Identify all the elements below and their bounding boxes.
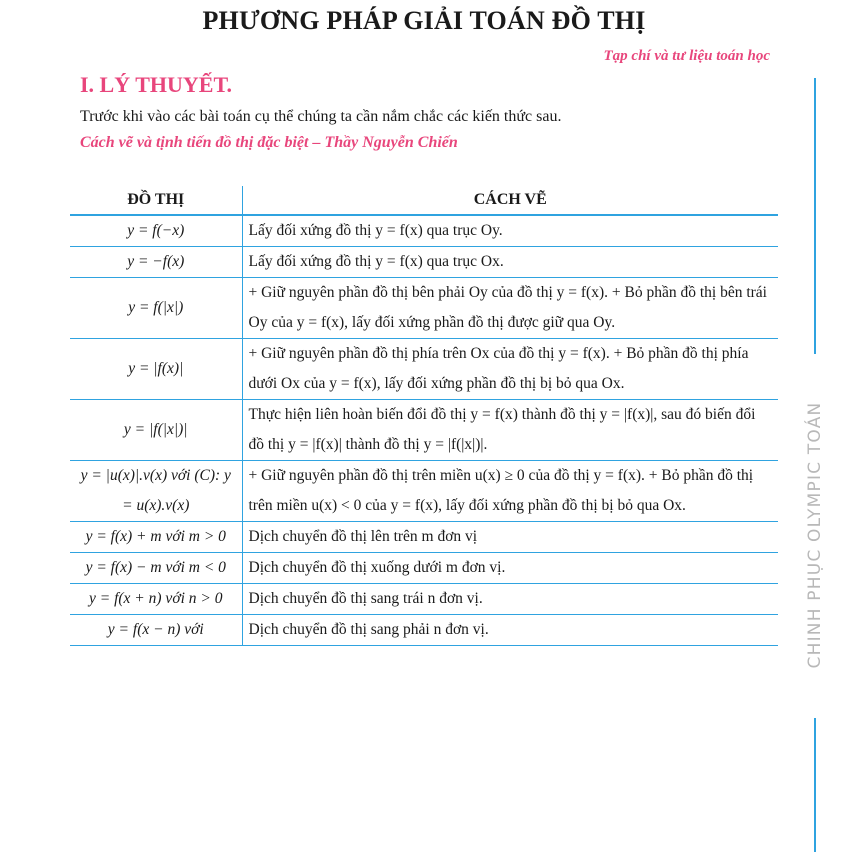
author-note: Cách vẽ và tịnh tiến đồ thị đặc biệt – Thầy Nguyễn Chiến [80,134,458,151]
table-row [70,400,778,461]
method-cell: Dịch chuyển đồ thị sang phải n đơn vị. [242,615,778,646]
method-cell: Dịch chuyển đồ thị lên trên m đơn vị [242,522,778,553]
graph-cell: y = −f(x) [70,247,242,278]
table-row [70,339,778,400]
side-watermark-text: CHINH PHỤC OLYMPIC TOÁN [805,401,825,669]
graph-cell: y = f(x − n) với [70,615,242,646]
method-cell: + Giữ nguyên phần đồ thị bên phải Oy của đồ thị y = f(x). + Bỏ phần đồ thị bên trái Oy của y = f(x), lấy đối xứng phần đồ thị được giữ qua Oy. [242,278,778,339]
graph-cell: y = |u(x)|.v(x) với (C): y = u(x).v(x) [70,461,242,522]
graph-cell: y = |f(x)| [70,339,242,400]
header-graph: ĐỒ THỊ [70,186,242,215]
graph-cell: y = |f(|x|)| [70,400,242,461]
table-row [70,522,778,553]
graph-cell: y = f(x + n) với n > 0 [70,584,242,615]
method-cell: Dịch chuyển đồ thị sang trái n đơn vị. [242,584,778,615]
table-row [70,278,778,339]
intro-text: Trước khi vào các bài toán cụ thể chúng ta cần nắm chắc các kiến thức sau. [80,108,562,125]
section-heading: I. LÝ THUYẾT. [80,72,233,97]
graph-cell: y = f(−x) [70,215,242,247]
method-cell: + Giữ nguyên phần đồ thị phía trên Ox của đồ thị y = f(x). + Bỏ phần đồ thị phía dưới Ox của y = f(x), lấy đối xứng phần đồ thị bị bỏ qua Ox. [242,339,778,400]
table-row [70,461,778,522]
graph-cell: y = f(x) + m với m > 0 [70,522,242,553]
method-cell: Lấy đối xứng đồ thị y = f(x) qua trục Ox. [242,247,778,278]
table-row [70,553,778,584]
table-row [70,247,778,278]
page-title: PHƯƠNG PHÁP GIẢI TOÁN ĐỒ THỊ [202,6,646,35]
table-row [70,615,778,646]
method-cell: + Giữ nguyên phần đồ thị trên miền u(x) ≥ 0 của đồ thị y = f(x). + Bỏ phần đồ thị trên miền u(x) < 0 của y = f(x), lấy đối xứng phần đồ thị bị bỏ qua Ox. [242,461,778,522]
side-rule-top [814,78,816,354]
method-cell: Dịch chuyển đồ thị xuống dưới m đơn vị. [242,553,778,584]
graph-transform-table [70,186,778,646]
graph-cell: y = f(|x|) [70,278,242,339]
table-header-row [70,186,778,215]
magazine-subtitle: Tạp chí và tư liệu toán học [603,48,770,64]
table-row [70,215,778,247]
method-cell: Thực hiện liên hoàn biến đổi đồ thị y = f(x) thành đồ thị y = |f(x)|, sau đó biến đổi đồ thị y = |f(x)| thành đồ thị y = |f(|x|)|. [242,400,778,461]
side-rule-bottom [814,718,816,852]
table-row [70,584,778,615]
header-method: CÁCH VẼ [242,186,778,215]
method-cell: Lấy đối xứng đồ thị y = f(x) qua trục Oy. [242,215,778,247]
graph-cell: y = f(x) − m với m < 0 [70,553,242,584]
